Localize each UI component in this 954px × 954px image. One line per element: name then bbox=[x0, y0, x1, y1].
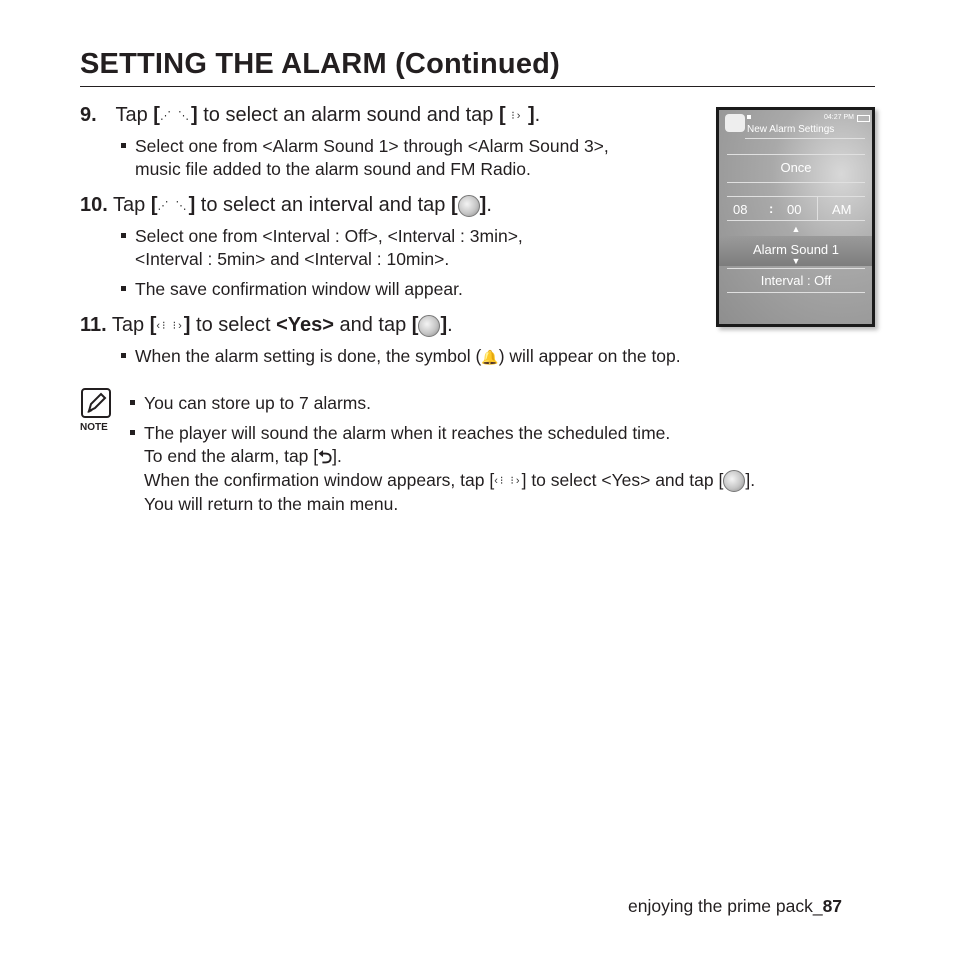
bullet: Select one from <Interval : Off>, <Interval : 3min>, <Interval : 5min> and <Interval : 10min>. bbox=[135, 225, 523, 271]
note-bullet: You can store up to 7 alarms. bbox=[144, 392, 371, 415]
status-time: 04:27 PM bbox=[824, 114, 854, 121]
select-button-icon bbox=[723, 470, 745, 492]
left-right-arrows-icon: ‹⁝ ⁝› bbox=[156, 320, 184, 333]
down-arrow-icon[interactable]: ▼ bbox=[791, 256, 801, 266]
select-button-icon bbox=[418, 315, 440, 337]
step-text: to select an interval and tap bbox=[200, 194, 446, 216]
bullet: When the alarm setting is done, the symbol (🔔) will appear on the top. bbox=[135, 345, 681, 369]
up-down-arrows-icon: ⋰ ⋱ bbox=[157, 200, 189, 213]
step-number: 11. bbox=[80, 314, 107, 336]
sound-option[interactable]: Alarm Sound 1 bbox=[753, 242, 839, 257]
note-bullet: The player will sound the alarm when it reaches the scheduled time. To end the alarm, tap [⮌]. When the confirmation window appears, tap [‹⁝ ⁝›] to select <Yes> and tap [ ]. You will return to the main menu. bbox=[144, 422, 755, 516]
page-number: 87 bbox=[822, 896, 843, 916]
repeat-option[interactable]: Once bbox=[780, 160, 812, 175]
right-arrow-icon: ⁝› bbox=[511, 110, 523, 123]
back-icon: ⮌ bbox=[318, 446, 333, 467]
page-title: SETTING THE ALARM (Continued) bbox=[80, 48, 560, 80]
device-screenshot bbox=[716, 107, 875, 327]
ampm-field[interactable]: AM bbox=[832, 202, 852, 217]
battery-icon bbox=[857, 115, 870, 122]
step-text: Tap bbox=[113, 194, 146, 216]
step-10: 10. Tap [⋰ ⋱] to select an interval and tap [ ]. bbox=[80, 194, 492, 216]
bullet: The save confirmation window will appear. bbox=[135, 278, 463, 301]
page-footer bbox=[628, 896, 842, 917]
step-text: Tap bbox=[115, 104, 148, 126]
title-rule bbox=[80, 86, 875, 87]
up-arrow-icon[interactable]: ▲ bbox=[791, 224, 801, 234]
alarm-bell-icon: 🔔 bbox=[481, 348, 499, 365]
time-colon: : bbox=[769, 201, 774, 216]
alarm-clock-icon bbox=[725, 114, 745, 132]
up-down-arrows-icon: ⋰ ⋱ bbox=[159, 110, 191, 123]
screen-header: New Alarm Settings bbox=[747, 124, 835, 135]
device-screen bbox=[719, 110, 872, 324]
bullet: Select one from <Alarm Sound 1> through <Alarm Sound 3>, music file added to the alarm sound and FM Radio. bbox=[135, 135, 609, 181]
step-text: to select bbox=[196, 314, 271, 336]
step-11: 11. Tap [‹⁝ ⁝›] to select <Yes> and tap [ ]. bbox=[80, 314, 453, 336]
step-number: 9. bbox=[80, 104, 97, 126]
hour-field[interactable]: 08 bbox=[733, 202, 748, 217]
note-pencil-icon bbox=[81, 388, 111, 418]
select-button-icon bbox=[458, 195, 480, 217]
note-label: NOTE bbox=[80, 422, 108, 433]
left-right-arrows-icon: ‹⁝ ⁝› bbox=[494, 474, 522, 487]
step-text: Tap bbox=[111, 314, 145, 336]
step-text: to select an alarm sound and tap bbox=[203, 104, 494, 126]
interval-option[interactable]: Interval : Off bbox=[760, 273, 832, 288]
footer-text: enjoying the prime pack_ bbox=[628, 896, 823, 916]
step-number: 10. bbox=[80, 194, 108, 216]
minute-field[interactable]: 00 bbox=[787, 202, 802, 217]
status-dot bbox=[747, 115, 751, 119]
step-9: 9. Tap [⋰ ⋱] to select an alarm sound and tap [ ⁝› ]. bbox=[80, 104, 541, 126]
